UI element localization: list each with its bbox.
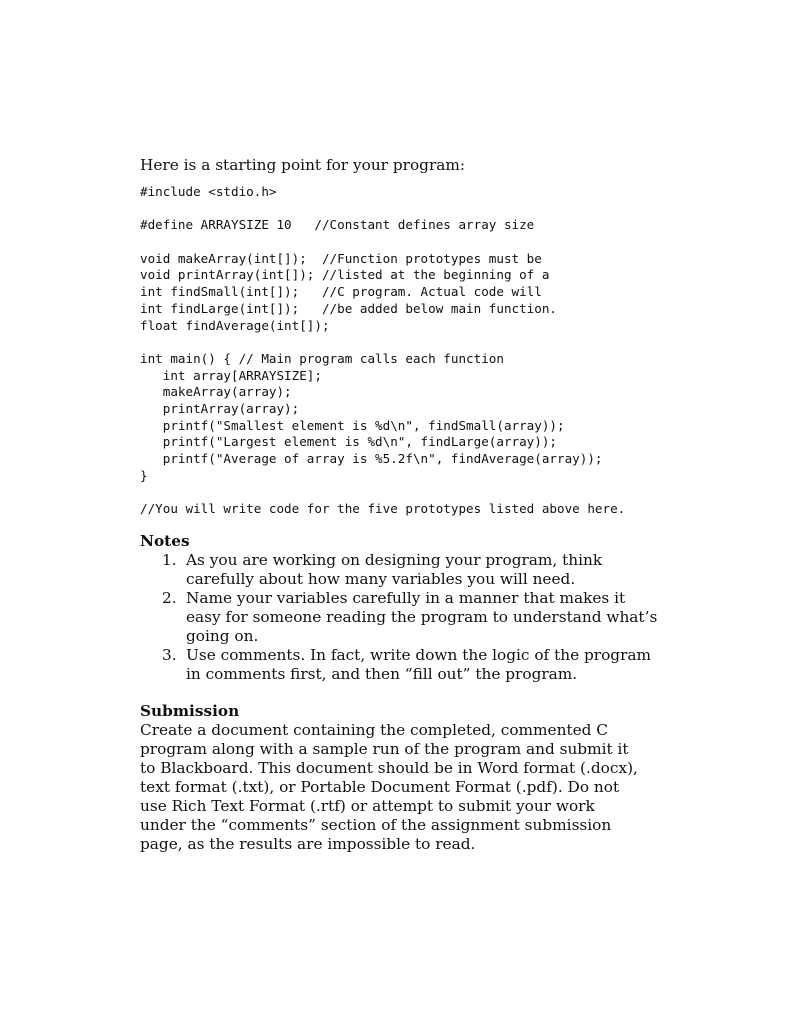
code-line: printArray(array); [140, 400, 300, 416]
list-item-number: 3. [162, 645, 177, 664]
code-blank-line [140, 201, 660, 218]
code-line: #include <stdio.h> [140, 184, 277, 199]
code-line: void printArray(int[]); //listed at the beginning of a [140, 267, 550, 283]
list-item-text: Use comments. In fact, write down the logic of the program in comments first, and then “fill out” the program. [186, 645, 652, 683]
code-line: int main() { // Main program calls each function [140, 350, 504, 366]
code-line: int findLarge(int[]); //be added below main function. [140, 300, 558, 316]
code-line: float findAverage(int[]); [140, 317, 330, 333]
list-item-text: Name your variables carefully in a manner that makes it easy for someone reading the program to understand what’s going on. [186, 588, 658, 645]
code-line: makeArray(array); [140, 384, 292, 400]
code-line: } [140, 467, 148, 483]
notes-list [140, 551, 660, 684]
code-blank-line [140, 234, 660, 251]
notes-section [140, 532, 660, 684]
submission-text: Create a document containing the completed, commented C program along with a sample run of the program and submit it to Blackboard. This document should be in Word format (.docx), text format (.txt), or Portable Document Format (.pdf). Do not use Rich Text Format (.rtf) or attempt to submit your work under the “comments” section of the assignment submission page, as the results are impossible to read. [140, 720, 638, 853]
list-item-number: 1. [162, 550, 177, 569]
code-line: void makeArray(int[]); //Function prototypes must be [140, 250, 542, 266]
code-block [140, 184, 660, 518]
code-line: int findSmall(int[]); //C program. Actual code will [140, 284, 542, 300]
code-line: printf("Average of array is %5.2f\n", findAverage(array)); [140, 451, 603, 466]
code-line: printf("Smallest element is %d\n", findSmall(array)); [140, 417, 565, 433]
intro-text: Here is a starting point for your program: [140, 156, 466, 174]
list-item [162, 589, 660, 646]
code-blank-line [140, 484, 660, 501]
code-line: printf("Largest element is %d\n", findLarge(array)); [140, 434, 558, 450]
notes-heading: Notes [140, 531, 190, 550]
code-line: int array[ARRAYSIZE]; [140, 367, 322, 383]
code-line: #define ARRAYSIZE 10 //Constant defines array size [140, 217, 535, 233]
submission-heading: Submission [140, 701, 240, 720]
list-item-number: 2. [162, 588, 177, 607]
code-blank-line [140, 334, 660, 351]
code-line: //You will write code for the five prototypes listed above here. [140, 501, 626, 517]
document-page [140, 156, 660, 854]
list-item-text: As you are working on designing your program, think carefully about how many variables you will need. [186, 550, 603, 588]
list-item [162, 646, 660, 684]
list-item [162, 551, 660, 589]
submission-section [140, 702, 660, 854]
